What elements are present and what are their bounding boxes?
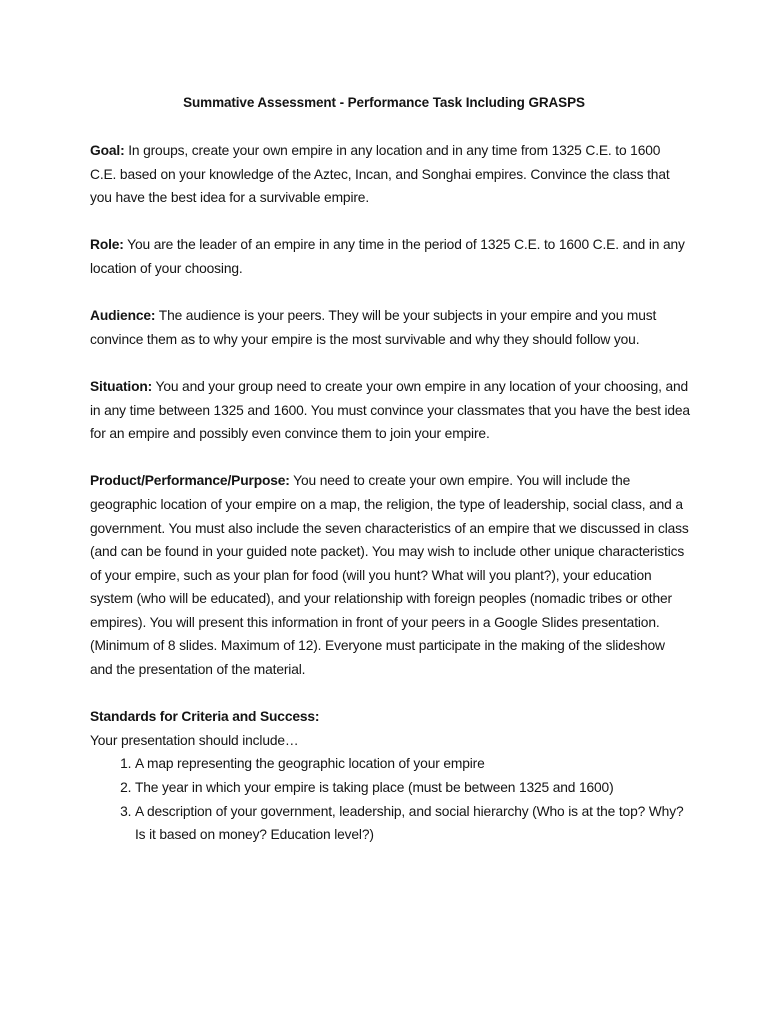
situation-label: Situation: <box>90 378 153 394</box>
standards-heading: Standards for Criteria and Success: <box>90 709 320 725</box>
role-text: You are the leader of an empire in any time in the period of 1325 C.E. to 1600 C.E. and in any location of your choosing. <box>90 237 685 276</box>
product-paragraph <box>90 469 690 681</box>
standards-intro: Your presentation should include… <box>90 732 299 748</box>
standards-list <box>90 752 690 846</box>
situation-paragraph <box>90 375 690 446</box>
product-text: You need to create your own empire. You will include the geographic location of your empire on a map, the religion, the type of leadership, social class, and a government. You must also include the seven characteristics of an empire that we discussed in class (and can be found in your guided note packet). You may wish to include other unique characteristics of your empire, such as your plan for food (will you hunt? What will you plant?), your education system (who will be educated), and your relationship with foreign peoples (nomadic tribes or other empires). You will present this information in front of your peers in a Google Slides presentation. (Minimum of 8 slides. Maximum of 12). Everyone must participate in the making of the slideshow and the presentation of the material. <box>90 473 689 678</box>
document-body <box>90 139 690 847</box>
product-label: Product/Performance/Purpose: <box>90 473 290 489</box>
goal-text: In groups, create your own empire in any location and in any time from 1325 C.E. to 1600 C.E. based on your knowledge of the Aztec, Incan, and Songhai empires. Convince the class that you have the best idea for a survivable empire. <box>90 143 670 206</box>
role-paragraph <box>90 233 690 280</box>
role-label: Role: <box>90 237 124 253</box>
audience-label: Audience: <box>90 308 156 324</box>
audience-text: The audience is your peers. They will be your subjects in your empire and you must convince them as to why your empire is the most survivable and why they should follow you. <box>90 308 657 347</box>
list-item: 3. A description of your government, leadership, and social hierarchy (Who is at the top? Why? Is it based on money? Education level?) <box>135 800 690 847</box>
goal-paragraph <box>90 139 690 210</box>
document-title: Summative Assessment - Performance Task Including GRASPS <box>183 95 585 110</box>
list-item: 2. The year in which your empire is taking place (must be between 1325 and 1600) <box>135 776 690 800</box>
list-item: 1. A map representing the geographic location of your empire <box>135 752 690 776</box>
audience-paragraph <box>90 304 690 351</box>
goal-label: Goal: <box>90 143 125 158</box>
situation-text: You and your group need to create your own empire in any location of your choosing, and in any time between 1325 and 1600. You must convince your classmates that you have the best idea for an empire and possibly even convince them to join your empire. <box>90 378 690 442</box>
